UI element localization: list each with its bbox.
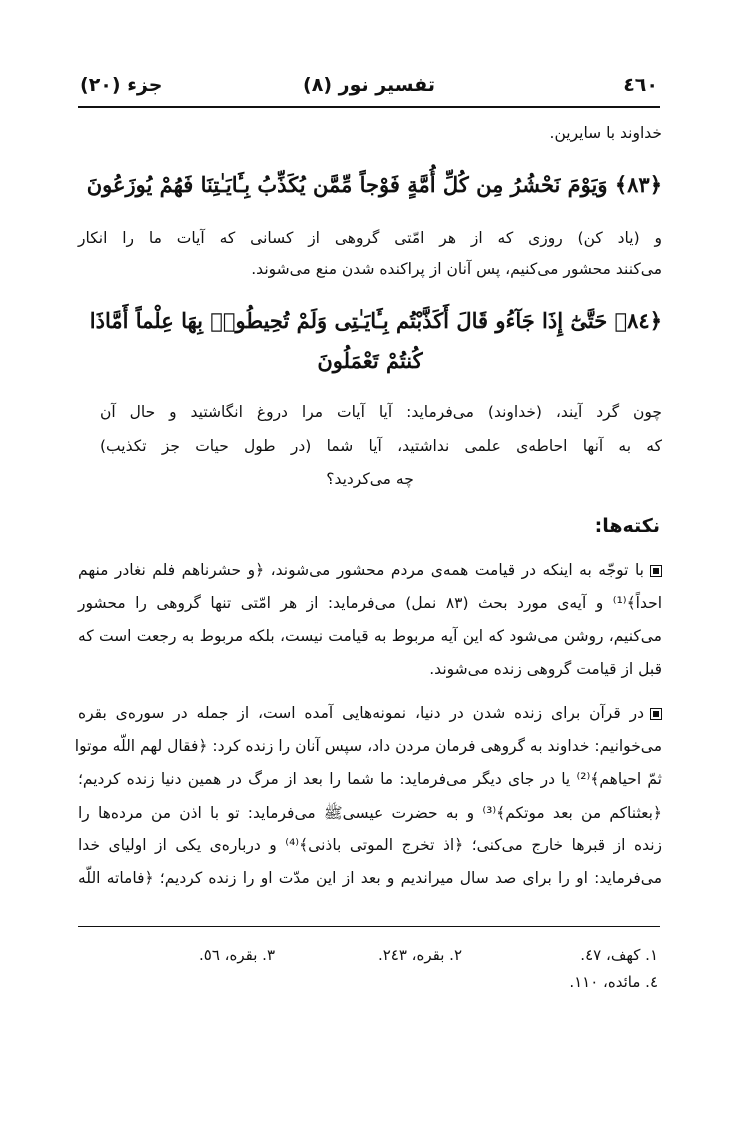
verse-84-translation-line: چون گرد آیند، (خداوند) می‌فرماید: آیا آیات مرا دروغ انگاشتید و حال آن: [100, 403, 662, 421]
footnote: ٢. بقره، ٢٤٣.: [377, 946, 462, 964]
footnote: ١. کهف، ٤٧.: [580, 946, 658, 964]
page-number: ٤٦٠: [623, 74, 658, 96]
verse-84-translation-line: چه می‌کردید؟: [326, 470, 414, 488]
note-text: در قرآن برای زنده شدن در دنیا، نمونه‌هایی آمده است، از جمله در سوره‌ی بقره: [78, 704, 644, 722]
square-bullet-icon: [650, 565, 662, 577]
note-2-line: ثمّ احیاهم﴾⁽²⁾ یا در جای دیگر می‌فرماید: ما شما را بعد از مرگ در همین دنیا زنده کردیم؛: [78, 770, 662, 788]
verse-83-translation-line: می‌کنند محشور می‌کنیم، پس آنان از پراکنده شدن منع می‌شوند.: [251, 260, 662, 278]
note-text: با توجّه به اینکه در قیامت همه‌ی مردم محشور می‌شوند، ﴿و حشرناهم فلم نغادر منهم: [78, 561, 644, 579]
note-2-line: می‌خوانیم: خداوند به گروهی فرمان مردن داد، سپس آنان را زنده کرد: ﴿فقال لهم اللّه موتوا: [74, 737, 662, 755]
note-2-line: [78, 704, 662, 722]
note-2-line: می‌فرماید: او را برای صد سال میراندیم و بعد از این مدّت او را زنده کردیم؛ ﴿فاماته اللّه: [78, 869, 662, 887]
footnote-divider: [78, 926, 660, 927]
part-label: جزء (٢٠): [80, 74, 163, 96]
note-1-line: می‌کنیم، روشن می‌شود که این آیه مربوط به قیامت نیست، بلکه مربوط به رجعت است که: [78, 627, 662, 645]
verse-83-translation-line: و (یاد کن) روزی که از هر امّتی گروهی از کسانی که آیات ما را انکار: [78, 229, 662, 247]
verse-84-arabic: ﴿٨٤﴾ حَتَّىٰٓ إِذَا جَآءُو قَالَ أَكَذَّبْتُم بِـَٔايَـٰتِى وَلَمْ تُحِيطُوا۟ بِهَا عِلْماً أَمَّاذَا: [89, 308, 662, 333]
header-divider: [78, 106, 660, 108]
verse-83-arabic: ﴿٨٣﴾ وَيَوْمَ نَحْشُرُ مِن كُلِّ أُمَّةٍ فَوْجاً مِّمَّن يُكَذِّبُ بِـَٔايَـٰتِنَا فَهُمْ يُوزَعُونَ: [86, 172, 662, 197]
verse-84-translation-line: که به آنها احاطه‌ی علمی نداشتید، آیا شما (در طول حیات جز تکذیب): [100, 437, 662, 455]
intro-text: خداوند با سایرین.: [549, 124, 662, 142]
notes-heading: نکته‌ها:: [594, 515, 660, 537]
note-1-line: قبل از قیامت گروهی زنده می‌شوند.: [429, 660, 662, 678]
note-2-line: زنده از قبرها خارج می‌کنی؛ ﴿اذ تخرج الموتی باذنی﴾⁽⁴⁾ و درباره‌ی یکی از اولیای خدا: [78, 836, 663, 854]
footnote: ٤. مائده، ١١٠.: [569, 973, 658, 991]
page-header: [80, 74, 658, 104]
note-2-line: ﴿بعثناکم من بعد موتکم﴾⁽³⁾ و به حضرت عیسیﷺ می‌فرماید: تو با اذن من مرده‌ها را: [78, 804, 662, 822]
verse-84-arabic: كُنتُمْ تَعْمَلُونَ: [317, 348, 423, 373]
note-1-line: [78, 561, 662, 579]
book-title: تفسیر نور (٨): [303, 74, 435, 96]
note-1-line: احداً﴾⁽¹⁾ و آیه‌ی مورد بحث (٨٣ نمل) می‌فرماید: از هر امّتی تنها گروهی را محشور: [78, 594, 663, 612]
square-bullet-icon: [650, 708, 662, 720]
footnote: ٣. بقره، ٥٦.: [198, 946, 275, 964]
